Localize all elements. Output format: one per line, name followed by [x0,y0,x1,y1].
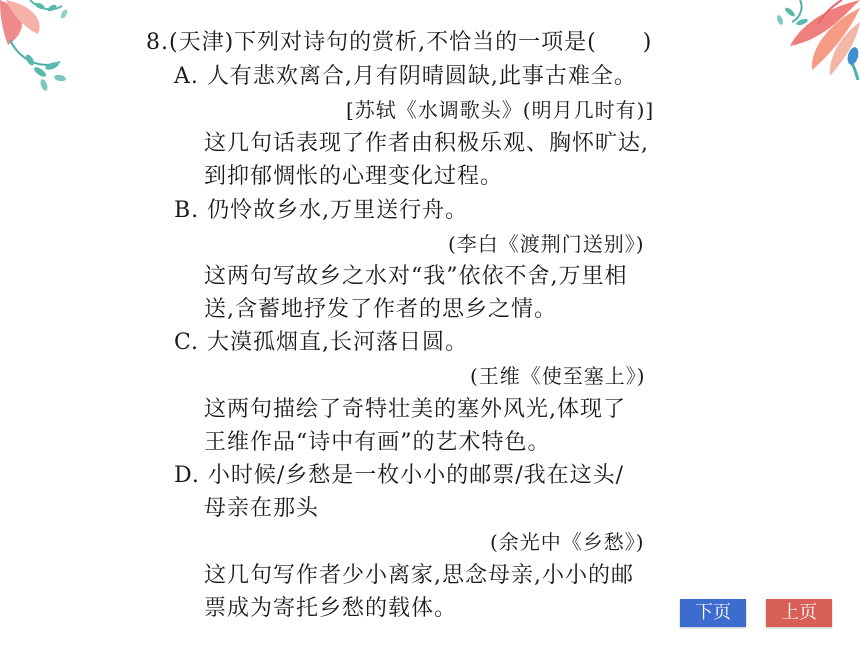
option-a-verse: A. 人有悲欢离合,月有阴晴圆缺,此事古难全。 [174,64,637,89]
option-c-analysis-line-1: 这两句描绘了奇特壮美的塞外风光,体现了 [204,397,626,422]
option-b-verse: B. 仍怜故乡水,万里送行舟。 [174,198,469,223]
next-page-button[interactable]: 下页 [680,599,746,627]
option-d-verse-line-2: 母亲在那头 [204,496,320,521]
option-d-analysis-line-1: 这几句写作者少小离家,思念母亲,小小的邮 [204,563,634,588]
option-c-verse: C. 大漠孤烟直,长河落日圆。 [174,330,469,355]
option-c-analysis-line-2: 王维作品“诗中有画”的艺术特色。 [204,430,551,455]
previous-page-button[interactable]: 上页 [766,599,832,627]
option-b-analysis-line-1: 这两句写故乡之水对“我”依依不舍,万里相 [204,264,628,289]
option-a-analysis-line-1: 这几句话表现了作者由积极乐观、胸怀旷达, [204,131,649,156]
option-d-verse-line-1: D. 小时候/乡愁是一枚小小的邮票/我在这头/ [174,463,625,488]
option-c-source: (王维《使至塞上》) [470,364,646,388]
option-d-analysis-line-2: 票成为寄托乡愁的载体。 [204,596,458,621]
option-b-analysis-line-2: 送,含蓄地抒发了作者的思乡之情。 [204,297,557,322]
question-stem: 8.(天津)下列对诗句的赏析,不恰当的一项是( ) [146,30,653,55]
option-a-analysis-line-2: 到抑郁惆怅的心理变化过程。 [204,164,504,189]
option-a-source: [苏轼《水调歌头》(明月几时有)] [346,98,655,122]
option-b-source: (李白《渡荆门送别》) [448,232,645,256]
option-d-source: (余光中《乡愁》) [490,530,645,554]
